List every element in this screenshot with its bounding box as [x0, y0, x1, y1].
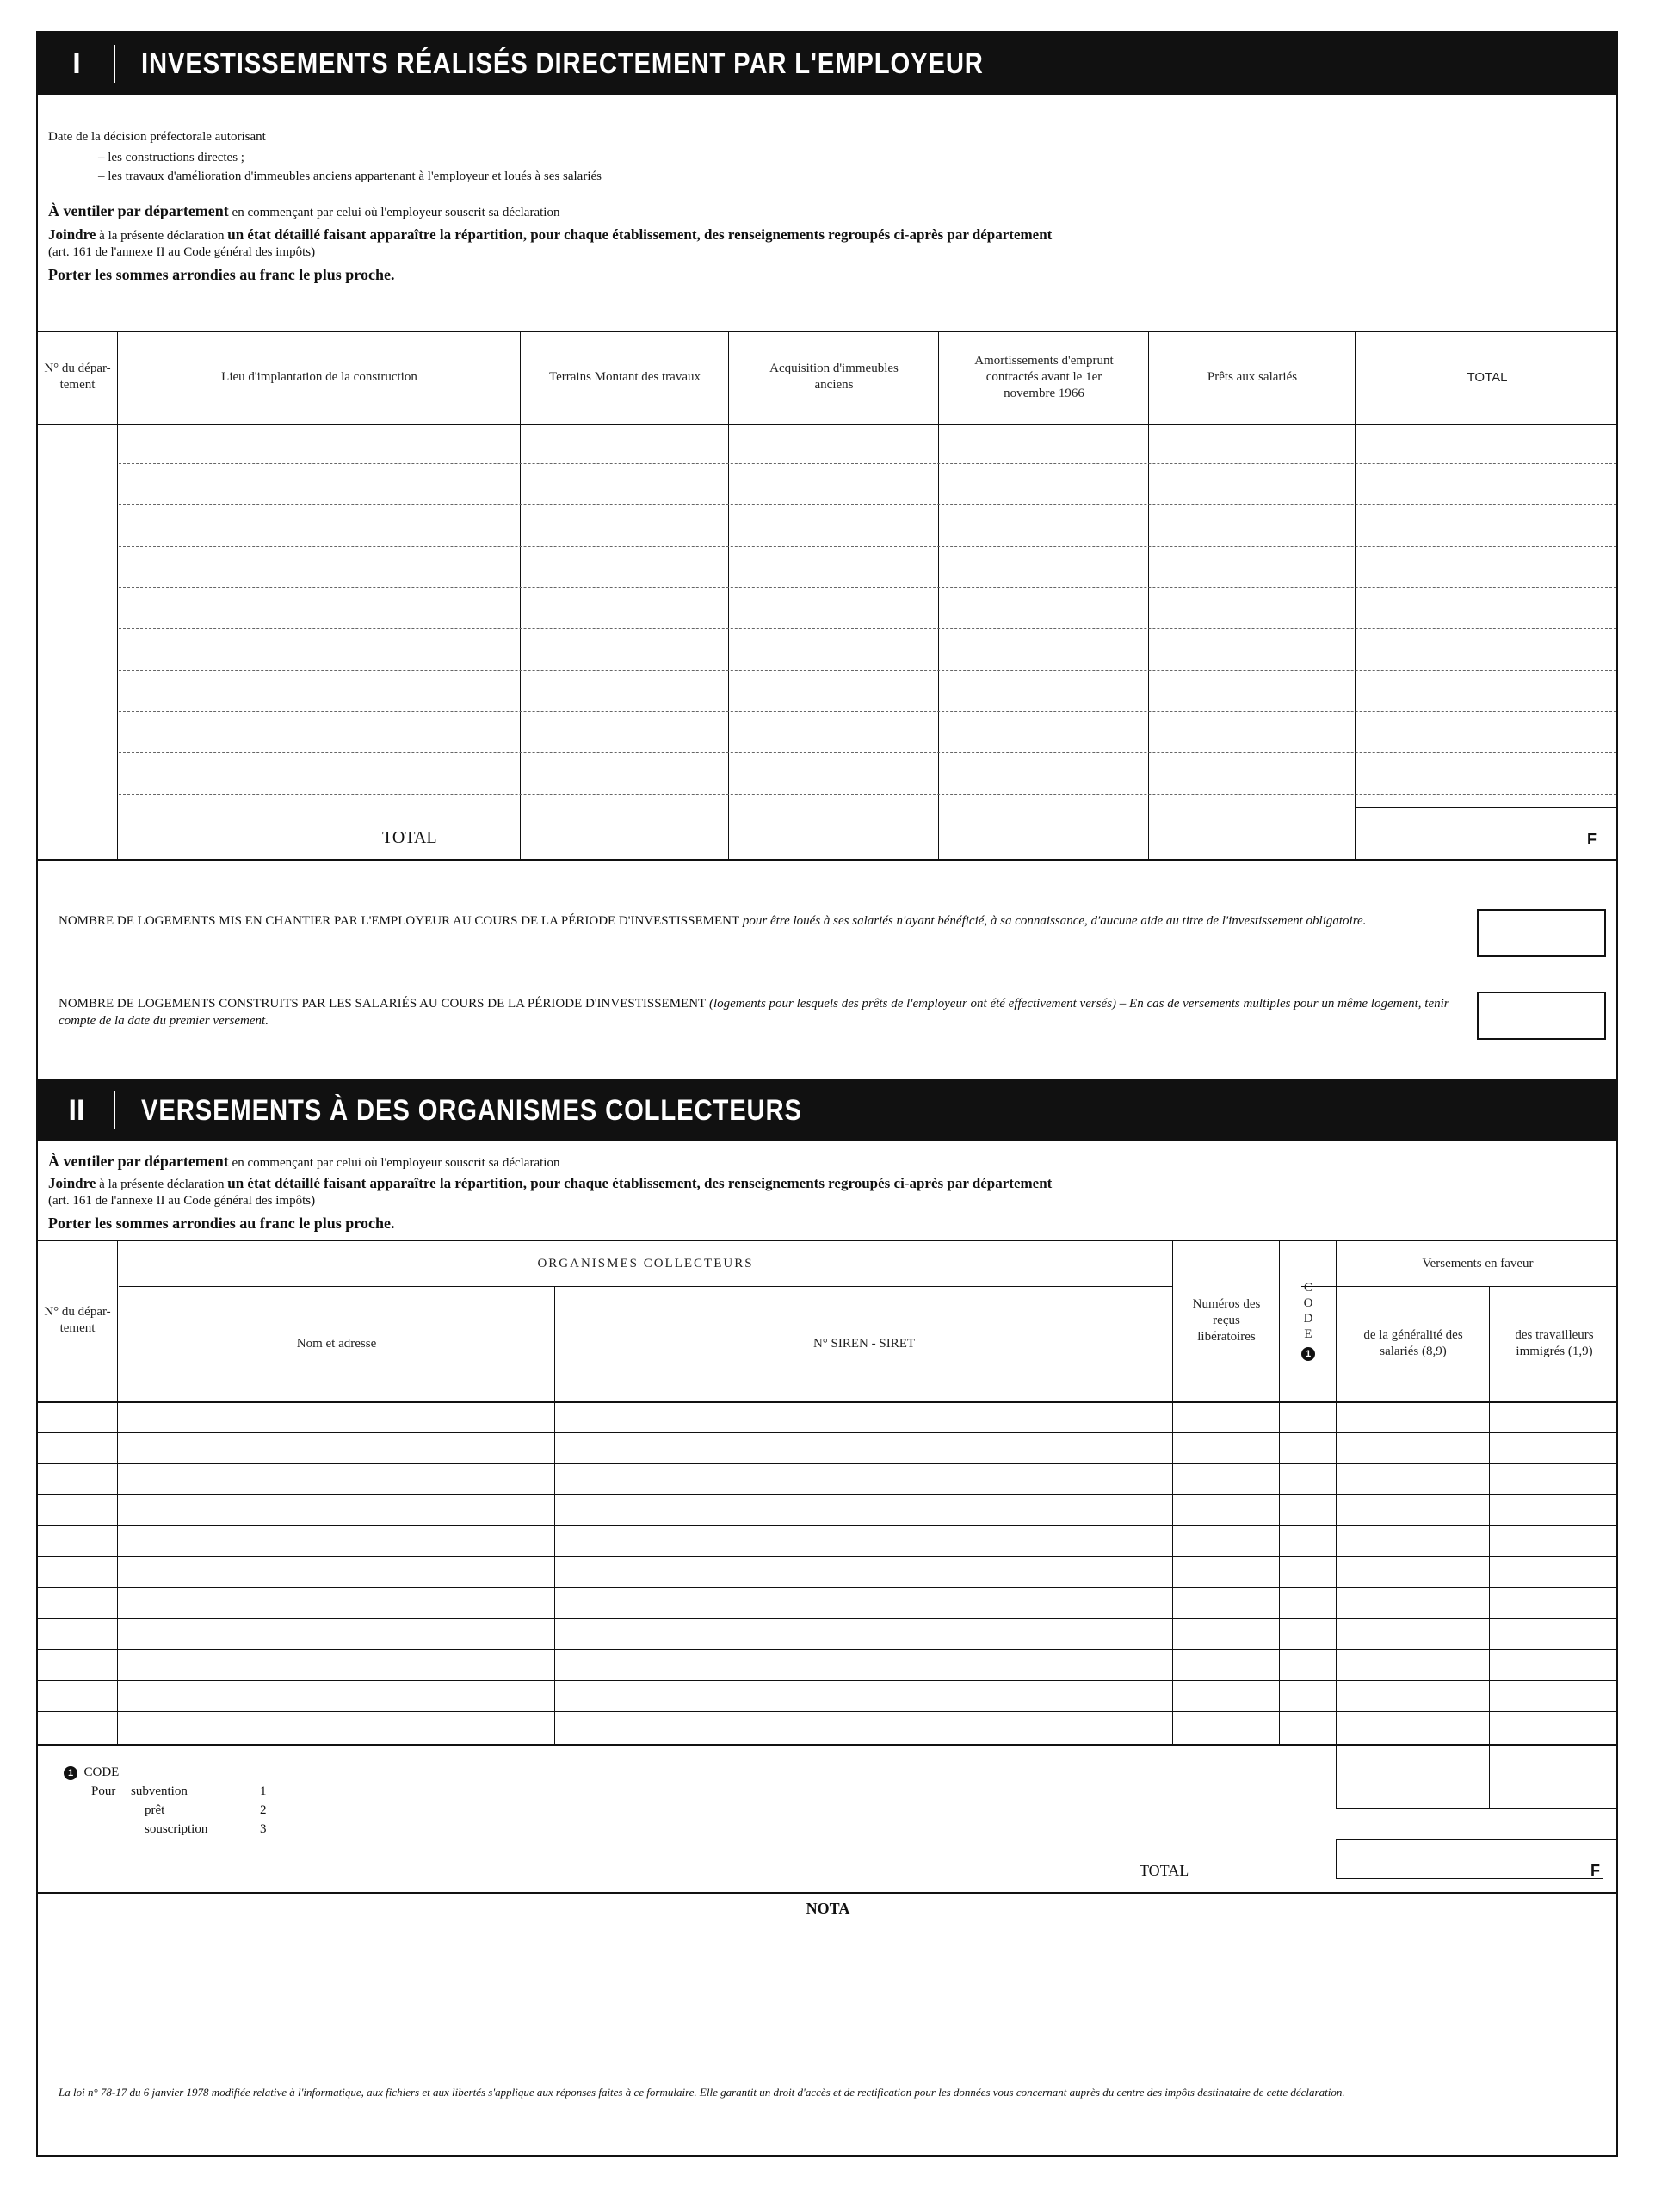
table2-header-dept: N° du dépar-tement	[44, 1305, 111, 1335]
table1-header-total: TOTAL	[1467, 369, 1508, 385]
section2-porter: Porter les sommes arrondies au franc le plus proche.	[48, 1215, 395, 1232]
table2-total-label: TOTAL	[1140, 1862, 1189, 1879]
table2-row-line[interactable]	[38, 1649, 1618, 1650]
table2-col-sep	[554, 1286, 555, 1744]
section2-joindre: Joindre à la présente déclaration un état détaillé faisant apparaître la répartition, pour chaque établissement, des renseignements regroupés ci-après par département	[48, 1175, 1053, 1191]
table1-header-amortissements: Amortissements d'emprunt contractés avant le 1er novembre 1966	[974, 353, 1114, 400]
section2-joindre-ref: (art. 161 de l'annexe II au Code général des impôts)	[48, 1194, 316, 1208]
table2-row-line[interactable]	[38, 1711, 1618, 1712]
table2-header-recus: Numéros des reçus libératoires	[1192, 1296, 1261, 1344]
table2-header-siret: N° SIREN - SIRET	[812, 1336, 916, 1351]
decision-item-1: – les constructions directes ;	[98, 151, 244, 164]
section1-title: INVESTISSEMENTS RÉALISÉS DIRECTEMENT PAR L'EMPLOYEUR	[141, 46, 984, 80]
table1-header-lieu: Lieu d'implantation de la construction	[221, 369, 417, 384]
table2-bottom-border	[38, 1744, 1618, 1746]
section1-porter: Porter les sommes arrondies au franc le plus proche.	[48, 266, 395, 283]
table1-total-unit: F	[1587, 831, 1597, 848]
table1-row-line[interactable]	[119, 628, 1616, 629]
table2-header-generalite: de la généralité des salariés (8,9)	[1363, 1328, 1463, 1358]
table2-col-sep	[1489, 1286, 1490, 1808]
section2-title: VERSEMENTS À DES ORGANISMES COLLECTEURS	[141, 1093, 802, 1127]
section1-number: I	[38, 33, 115, 95]
table1-header-bottom	[38, 424, 1618, 425]
table1-row-line[interactable]	[119, 463, 1616, 464]
table1-col-sep	[938, 331, 939, 859]
decision-item-2: – les travaux d'amélioration d'immeubles anciens appartenant à l'employeur et loués à ses salariés	[98, 170, 602, 183]
table1-col-sep	[117, 331, 118, 859]
section1-joindre: Joindre à la présente déclaration un état détaillé faisant apparaître la répartition, pour chaque établissement, des renseignements regroupés ci-après par département	[48, 226, 1053, 243]
section1-joindre-ref: (art. 161 de l'annexe II au Code général des impôts)	[48, 245, 316, 259]
table2-subheader-line	[1301, 1286, 1618, 1287]
nota-text: La loi n° 78-17 du 6 janvier 1978 modifiée relative à l'informatique, aux fichiers et aux libertés s'applique aux réponses faites à ce formulaire. Elle garantit un droit d'accès et de rectification pour les données vous concernant auprès du centre des impôts destinataire de cette déclaration.	[59, 2086, 1345, 2099]
table2-header-code	[1281, 1241, 1336, 1400]
logements-chantier-text: NOMBRE DE LOGEMENTS MIS EN CHANTIER PAR L'EMPLOYEUR AU COURS DE LA PÉRIODE D'INVESTISSEMENT pour être loués à ses salariés n'ayant bénéficié, à sa connaissance, d'aucune aide au titre de l'investissement obligatoire.	[59, 914, 1367, 928]
code-legend-item-value: 3	[260, 1822, 267, 1836]
table2-col-sep	[117, 1240, 118, 1744]
nota-title: NOTA	[806, 1900, 850, 1917]
code-legend-item-label: subvention	[131, 1784, 188, 1798]
table1-row-line[interactable]	[119, 670, 1616, 671]
table1-col-sep	[1355, 331, 1356, 859]
table2-header-nom: Nom et adresse	[296, 1336, 377, 1351]
table2-col-sep	[1172, 1240, 1173, 1744]
table1-col-sep	[520, 331, 521, 859]
code-legend-title: 1 CODE	[64, 1763, 119, 1782]
table2-row-line[interactable]	[38, 1463, 1618, 1464]
table2-row-line[interactable]	[38, 1525, 1618, 1526]
table1-row-line[interactable]	[119, 587, 1616, 588]
declaration-form-page	[36, 31, 1618, 2157]
table1-header-prets: Prêts aux salariés	[1207, 369, 1298, 384]
table2-col-sep	[1279, 1240, 1280, 1744]
table2-header-organismes: ORGANISMES COLLECTEURS	[537, 1256, 754, 1271]
code-legend-item-label: souscription	[145, 1822, 208, 1836]
logements-chantier-input[interactable]	[1477, 909, 1606, 957]
table2-row-line[interactable]	[38, 1494, 1618, 1495]
code-legend-item-value: 2	[260, 1803, 267, 1817]
code-legend-item-label: prêt	[145, 1803, 165, 1817]
table1-row-line[interactable]	[119, 504, 1616, 505]
code-marker-icon: 1	[1301, 1347, 1315, 1361]
table1-bottom-border	[38, 859, 1618, 861]
table1-total-label: TOTAL	[382, 828, 437, 847]
section2-number: II	[38, 1079, 115, 1141]
table2-row-line[interactable]	[38, 1432, 1618, 1433]
table1-row-line[interactable]	[119, 794, 1616, 795]
section2-ventiler: À ventiler par département en commençant par celui où l'employeur souscrit sa déclaration	[48, 1153, 560, 1170]
table2-header-immigres: des travailleurs immigrés (1,9)	[1515, 1328, 1594, 1358]
logements-construits-text: NOMBRE DE LOGEMENTS CONSTRUITS PAR LES SALARIÉS AU COURS DE LA PÉRIODE D'INVESTISSEMENT (logements pour lesquels des prêts de l'employeur ont été effectivement versés) – En cas de versements multiples pour un même logement, tenir compte de la date du premier versement.	[59, 997, 1449, 1028]
table2-subheader-line	[119, 1286, 1172, 1287]
nota-top-border	[38, 1892, 1618, 1894]
table2-row-line[interactable]	[38, 1618, 1618, 1619]
table1-header-dept: N° du dépar-tement	[44, 362, 111, 392]
code-legend-item-value: 1	[260, 1784, 267, 1798]
table2-header-bottom	[38, 1401, 1618, 1403]
code-legend-pour: Pour	[91, 1784, 116, 1798]
table2-col-sep	[1336, 1240, 1337, 1808]
table1-header-acquisition: Acquisition d'immeubles anciens	[769, 362, 899, 392]
table1-total-box-top	[1356, 807, 1618, 808]
table2-total-box[interactable]	[1336, 1839, 1618, 1878]
table2-header-versements: Versements en faveur	[1422, 1256, 1534, 1271]
table2-total-unit: F	[1590, 1862, 1600, 1879]
table2-subtotal-line	[1336, 1808, 1618, 1809]
table2-row-line[interactable]	[38, 1556, 1618, 1557]
section1-ventiler: À ventiler par département en commençant par celui où l'employeur souscrit sa déclaration	[48, 202, 560, 220]
code-legend-marker-icon: 1	[64, 1766, 77, 1780]
table1-row-line[interactable]	[119, 752, 1616, 753]
table2-row-line[interactable]	[38, 1587, 1618, 1588]
table2-header-code-label: CODE	[1303, 1281, 1313, 1341]
section2-header	[38, 1079, 1616, 1141]
table1-col-sep	[1148, 331, 1149, 859]
table1-row-line[interactable]	[119, 711, 1616, 712]
section1-header	[38, 33, 1616, 95]
table2-total-underline	[1336, 1878, 1603, 1879]
decision-label: Date de la décision préfectorale autorisant	[48, 130, 266, 144]
table1-row-line[interactable]	[119, 546, 1616, 547]
table1-header-terrains: Terrains Montant des travaux	[549, 369, 701, 384]
logements-construits-input[interactable]	[1477, 992, 1606, 1040]
table2-row-line[interactable]	[38, 1680, 1618, 1681]
table1-col-sep	[728, 331, 729, 859]
